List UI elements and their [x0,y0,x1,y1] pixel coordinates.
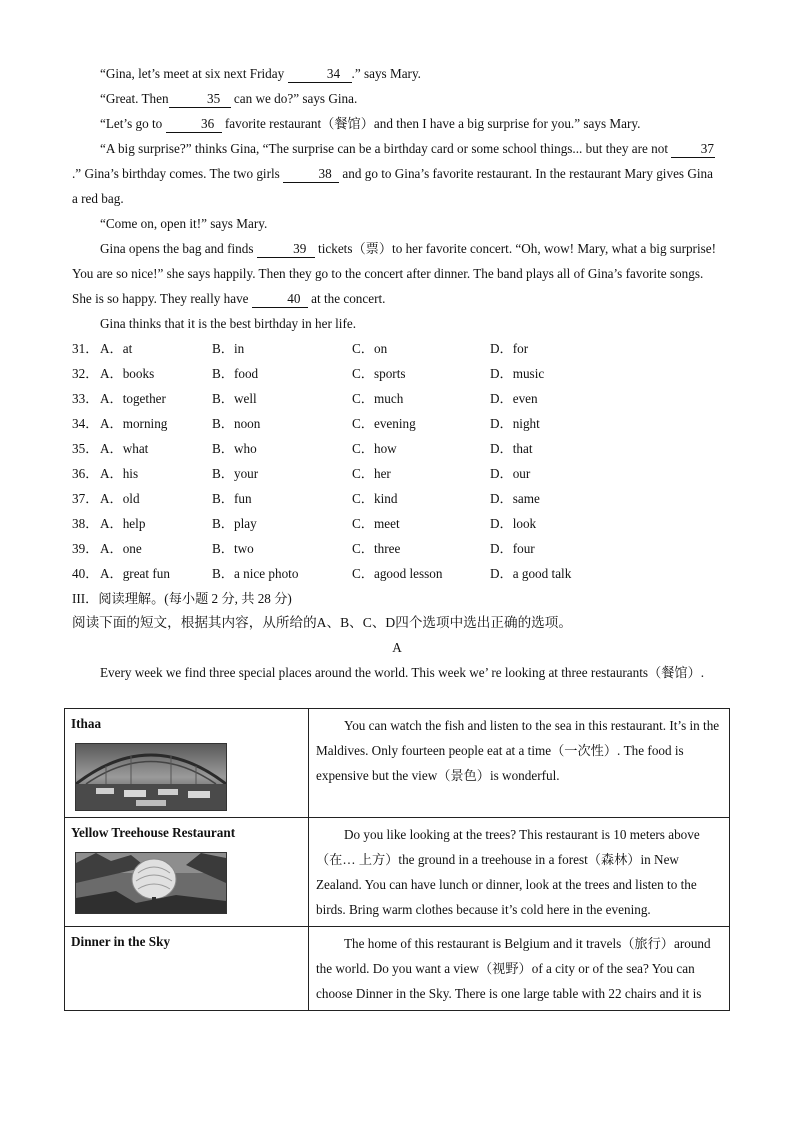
description-cell [309,818,730,927]
option-d: D．a good talk [490,566,572,581]
question-number: 33． [72,391,99,406]
option-row [72,436,722,461]
description-cell [309,709,730,818]
treehouse-restaurant-photo-drawing [76,853,226,913]
blank-38: 38 [283,166,339,183]
name-cell [65,709,309,818]
restaurant-name: Dinner in the Sky [71,934,171,949]
section-heading: III．阅读理解。(每小题 2 分, 共 28 分) [72,591,292,606]
restaurant-description: Do you like looking at the trees? This restaurant is 10 meters above（在… 上方）the ground in a treehouse in a forest（森林）in New Zealand. You can have lunch or dinner, look at the trees and listen to the birds. Bring warm clothes because it’s cold here in the evening. [316,827,700,917]
option-row [72,336,722,361]
story-paragraph-7: Gina thinks that it is the best birthday in her life. [100,316,357,331]
option-a: A．together [100,391,166,406]
option-c: C．evening [352,416,416,431]
text: .” says Mary. [351,66,421,81]
question-number: 39． [72,541,99,556]
option-row [72,461,722,486]
passage-intro: Every week we find three special places around the world. This week we’ re looking at three restaurants（餐馆）. [100,665,705,680]
question-number: 35． [72,441,99,456]
table-row [65,709,730,818]
option-row [72,561,722,586]
option-b: B．food [212,366,259,381]
text: at the concert. [307,291,386,306]
option-a: A．morning [100,416,168,431]
option-d: D．for [490,341,529,356]
option-a: A．his [100,466,139,481]
option-a: A．help [100,516,146,531]
restaurant-description: The home of this restaurant is Belgium and it travels（旅行）around the world. Do you want a view（视野）of a city or of the sea? You can choose Dinner in the Sky. There is one large table with 22 chairs and it is [316,936,711,1001]
option-c: C．much [352,391,404,406]
option-row [72,536,722,561]
option-c: C．meet [352,516,400,531]
option-d: D．night [490,416,540,431]
text: “Great. Then [100,91,169,106]
story-paragraph-4 [72,136,722,211]
text: favorite restaurant（餐馆）and then I have a big surprise for you.” says Mary. [221,116,641,131]
option-c: C．three [352,541,401,556]
underwater-restaurant-photo [75,743,227,811]
underwater-restaurant-photo-drawing [76,744,226,810]
blank-35: 35 [169,91,231,108]
story-paragraph-6 [72,236,722,311]
story-paragraph-2 [72,86,722,111]
option-a: A．old [100,491,140,506]
option-a: A．one [100,541,142,556]
section-instruction: 阅读下面的短文，根据其内容，从所给的A、B、C、D四个选项中选出正确的选项。 [72,615,572,630]
option-c: C．sports [352,366,406,381]
option-a: A．at [100,341,133,356]
restaurant-name: Yellow Treehouse Restaurant [71,825,236,840]
blank-39: 39 [257,241,315,258]
text: can we do?” says Gina. [230,91,358,106]
option-b: B．who [212,441,257,456]
text: “Gina, let’s meet at six next Friday [100,66,288,81]
table-row [65,927,730,1011]
option-row [72,511,722,536]
option-c: C．agood lesson [352,566,443,581]
story-paragraph-1 [72,61,722,86]
option-c: C．kind [352,491,398,506]
option-b: B．well [212,391,257,406]
question-number: 36． [72,466,99,481]
restaurant-description: You can watch the fish and listen to the sea in this restaurant. It’s in the Maldives. Only fourteen people eat at a time（一次性）. The food is expensive but the view（景色）is wonderful. [316,718,720,783]
text: Gina opens the bag and finds [100,241,257,256]
blank-40: 40 [252,291,308,308]
option-d: D．same [490,491,540,506]
text: .” Gina’s birthday comes. The two girls [72,166,284,181]
passage-label: A [392,640,402,655]
text: “A big surprise?” thinks Gina, “The surprise can be a birthday card or some school things... but they are not [100,141,672,156]
option-b: B．noon [212,416,261,431]
option-b: B．a nice photo [212,566,299,581]
question-number: 37． [72,491,99,506]
option-c: C．her [352,466,391,481]
blank-36: 36 [166,116,222,133]
text: and go to Gina’s favorite restaurant. In the restaurant Mary gives Gina a red bag. [72,166,713,206]
option-a: A．great fun [100,566,170,581]
option-d: D．music [490,366,545,381]
option-c: C．on [352,341,388,356]
option-b: B．your [212,466,259,481]
option-row [72,386,722,411]
blank-34: 34 [288,66,352,83]
question-number: 32． [72,366,99,381]
question-number: 38． [72,516,99,531]
option-d: D．that [490,441,533,456]
option-c: C．how [352,441,397,456]
text: tickets（票）to her favorite concert. “Oh, wow! Mary, what a big surprise! You are so nice!” she says happily. Then they go to the concert after dinner. The band plays all of Gina’s favorite songs. She is so happy. They really have [72,241,716,306]
option-b: B．two [212,541,254,556]
option-row [72,411,722,436]
table-row [65,818,730,927]
question-number: 40． [72,566,99,581]
option-d: D．four [490,541,535,556]
option-b: B．play [212,516,257,531]
name-cell [65,927,309,1011]
option-b: B．fun [212,491,252,506]
option-a: A．books [100,366,155,381]
option-row [72,486,722,511]
question-number: 31． [72,341,99,356]
option-a: A．what [100,441,149,456]
option-row [72,361,722,386]
options-list [72,336,722,586]
text: “Let’s go to [100,116,166,131]
restaurant-name: Ithaa [71,716,102,731]
name-cell [65,818,309,927]
option-d: D．look [490,516,537,531]
restaurant-table [64,708,730,1011]
description-cell [309,927,730,1011]
treehouse-restaurant-photo [75,852,227,914]
option-b: B．in [212,341,245,356]
story-paragraph-3 [72,111,722,136]
option-d: D．even [490,391,538,406]
story-paragraph-5: “Come on, open it!” says Mary. [100,216,268,231]
blank-37: 37 [671,141,715,158]
option-d: D．our [490,466,531,481]
question-number: 34． [72,416,99,431]
